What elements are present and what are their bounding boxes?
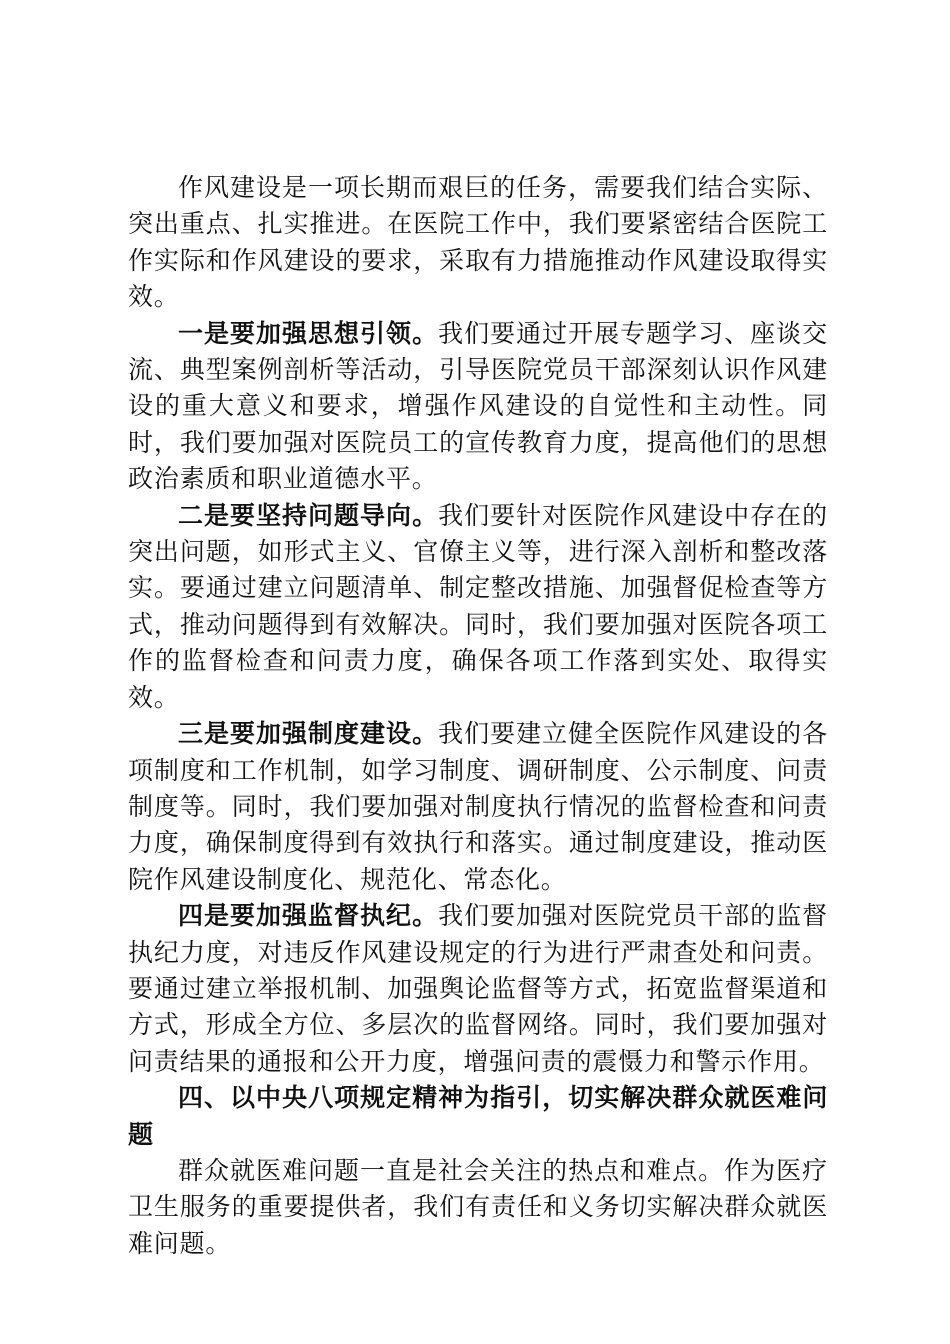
point-paragraph-3	[128, 716, 828, 898]
document-page	[128, 170, 828, 1262]
closing-paragraph: 群众就医难问题一直是社会关注的热点和难点。作为医疗卫生服务的重要提供者，我们有责任和义务切实解决群众就医难问题。	[128, 1155, 828, 1258]
point-lead-3: 三是要加强制度建设。	[178, 719, 439, 749]
point-body-1: 我们要通过开展专题学习、座谈交流、典型案例剖析等活动，引导医院党员干部深刻认识作风建设的重大意义和要求，增强作风建设的自觉性和主动性。同时，我们要加强对医院员工的宣传教育力度，提高他们的思想政治素质和职业道德水平。	[128, 318, 828, 494]
point-body-2: 我们要针对医院作风建设中存在的突出问题，如形式主义、官僚主义等，进行深入剖析和整改落实。要通过建立问题清单、制定整改措施、加强督促检查等方式，推动问题得到有效解决。同时，我们要加强对医院各项工作的监督检查和问责力度，确保各项工作落到实处、取得实效。	[128, 500, 828, 712]
point-body-4: 我们要加强对医院党员干部的监督执纪力度，对违反作风建设规定的行为进行严肃查处和问责。要通过建立举报机制、加强舆论监督等方式，拓宽监督渠道和方式，形成全方位、多层次的监督网络。同时，我们要加强对问责结果的通报和公开力度，增强问责的震慑力和警示作用。	[128, 901, 828, 1076]
point-paragraph-4	[128, 898, 828, 1080]
point-lead-1: 一是要加强思想引领。	[178, 318, 439, 348]
point-body-3: 我们要建立健全医院作风建设的各项制度和工作机制，如学习制度、调研制度、公示制度、问责制度等。同时，我们要加强对制度执行情况的监督检查和问责力度，确保制度得到有效执行和落实。通过制度建设，推动医院作风建设制度化、规范化、常态化。	[128, 719, 828, 894]
intro-paragraph: 作风建设是一项长期而艰巨的任务，需要我们结合实际、突出重点、扎实推进。在医院工作中，我们要紧密结合医院工作实际和作风建设的要求，采取有力措施推动作风建设取得实效。	[128, 173, 828, 312]
point-lead-2: 二是要坚持问题导向。	[178, 500, 439, 530]
point-paragraph-2	[128, 498, 828, 716]
point-lead-4: 四是要加强监督执纪。	[178, 901, 439, 931]
point-paragraph-1	[128, 316, 828, 498]
section-heading: 四、以中央八项规定精神为指引，切实解决群众就医难问题	[128, 1083, 828, 1149]
